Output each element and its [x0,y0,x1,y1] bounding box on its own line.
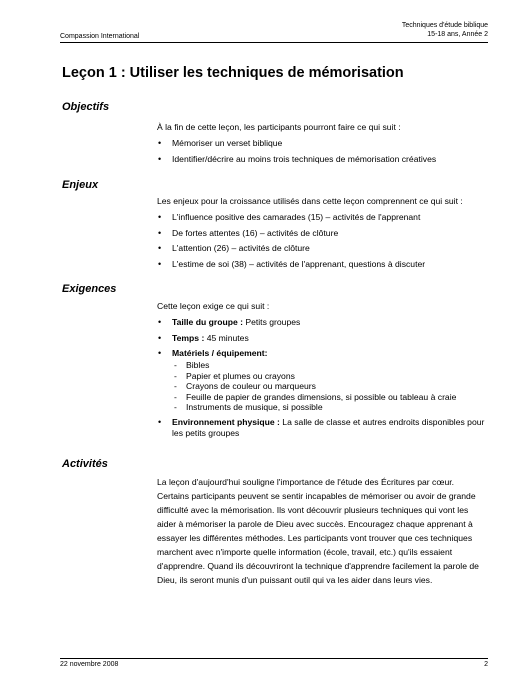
list-item: • Identifier/décrire au moins trois techniques de mémorisation créatives [157,154,492,165]
lesson-title: Leçon 1 : Utiliser les techniques de mémorisation [62,65,404,81]
section-heading-exigences: Exigences [62,283,117,295]
sublist-item: - Papier et plumes ou crayons [172,371,492,382]
sublist-item: - Feuille de papier de grandes dimensions, si possible ou tableau à craie [172,392,492,403]
section-heading-activites: Activités [62,458,108,470]
env-label: Environnement physique : [172,417,280,427]
sublist-item: - Bibles [172,360,492,371]
list-item-environnement [157,417,492,439]
temps-label: Temps : [172,332,205,343]
materiels-label: Matériels / équipement: [172,348,268,358]
taille-value: Petits groupes [242,317,301,327]
header-course-info [402,21,488,39]
header-course-title: Techniques d'étude biblique [401,22,488,29]
objectifs-list [157,138,492,169]
exigences-intro: Cette leçon exige ce qui suit : [157,301,270,311]
list-item-materiels [157,348,492,413]
sublist-item: - Instruments de musique, si possible [172,402,492,413]
section-heading-objectifs: Objectifs [62,101,110,113]
page-number: 2 [484,661,488,668]
sublist-item: - Crayons de couleur ou marqueurs [172,381,492,392]
list-item-temps [157,333,492,344]
section-heading-enjeux: Enjeux [62,179,99,191]
temps-value: 45 minutes [204,332,249,343]
enjeux-intro: Les enjeux pour la croissance utilisés dans cette leçon comprennent ce qui suit : [157,196,463,206]
header-course-level: 15-18 ans, Année 2 [427,31,488,38]
header-divider [60,42,488,43]
list-item-taille [157,317,492,328]
header-organization: Compassion International [60,33,140,40]
objectifs-intro: À la fin de cette leçon, les participants pourront faire ce qui suit : [157,122,401,132]
list-item: • L'influence positive des camarades (15) – activités de l'apprenant [157,212,492,223]
enjeux-list [157,212,492,274]
materiels-sublist [172,360,492,413]
footer-date: 22 novembre 2008 [60,661,119,668]
taille-label: Taille du groupe : [172,317,243,327]
list-item: • L'attention (26) – activités de clôture [157,243,492,254]
activites-paragraph: La leçon d'aujourd'hui souligne l'importance de l'étude des Écritures par cœur. Certains participants peuvent se sentir incapables de mémoriser ou avoir de grande difficulté avec la mémorisation. Ils vont découvrir plusieurs techniques qui vont les aider à mémoriser la parole de Dieu avec succès. Encouragez chaque apprenant à essayer les différentes méthodes. Les participants vont trouver que ces techniques marchent avec n'importe quelle information (école, travail, etc.) qu'ils essaient d'apprendre. Quand ils découvriront la technique d'apprendre facilement la parole de Dieu, ils seront munis d'un puissant outil qui va les aider dans leurs vies. [157,477,479,585]
exigences-list [157,317,492,444]
list-item: • De fortes attentes (16) – activités de clôture [157,228,492,239]
env-value: La salle de classe et autres endroits disponibles pour les petits groupes [172,417,485,438]
list-item: • Mémoriser un verset biblique [157,138,492,149]
footer-divider [60,658,488,659]
list-item: • L'estime de soi (38) – activités de l'apprenant, questions à discuter [157,259,492,270]
